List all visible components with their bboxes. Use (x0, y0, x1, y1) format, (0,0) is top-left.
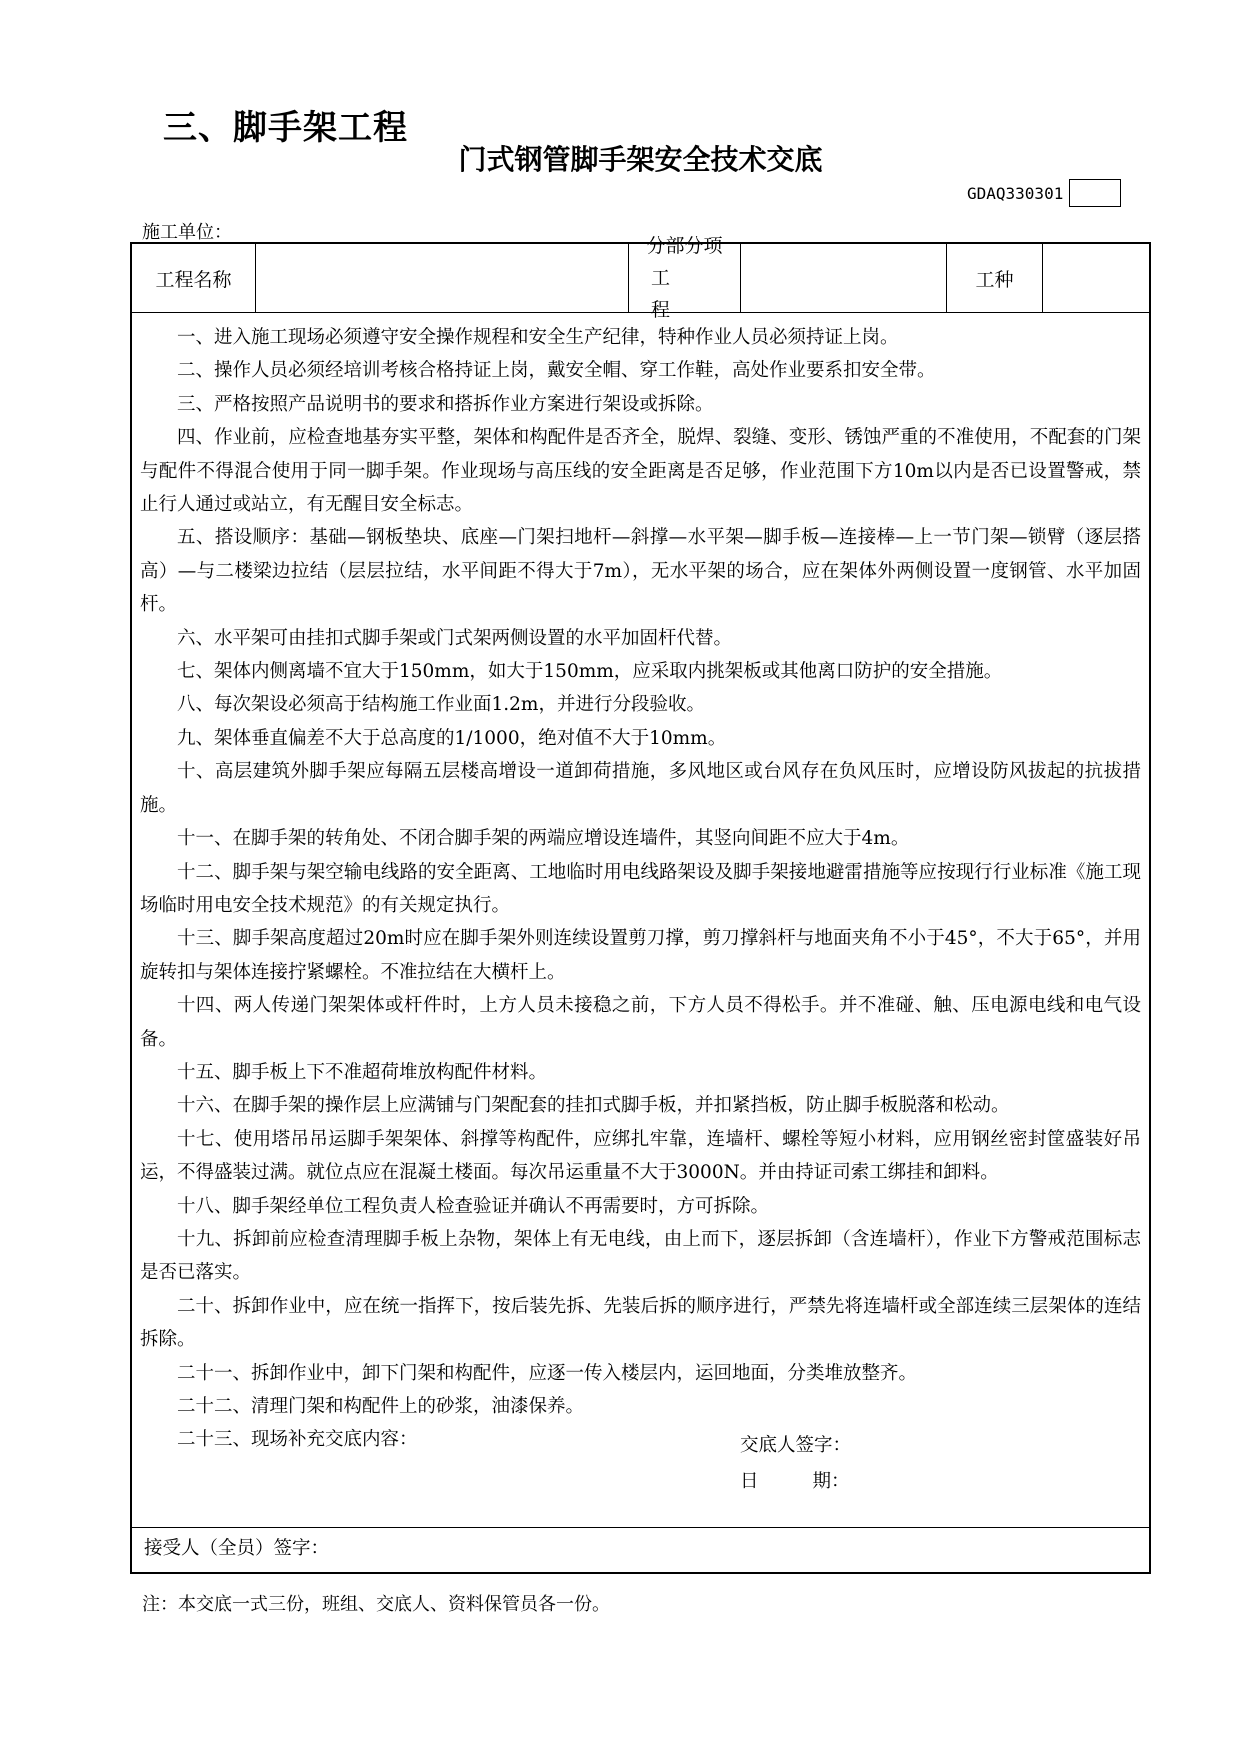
table-header-row (132, 235, 1149, 321)
discloser-signature-label: 交底人签字： (740, 1435, 852, 1456)
disclosure-item: 二十二、清理门架和构配件上的砂浆，油漆保养。 (177, 1396, 585, 1417)
work-type-label: 工种 (947, 244, 1043, 312)
disclosure-item: 十二、脚手架与架空输电线路的安全距离、工地临时用电线路架设及脚手架接地避雷措施等应按现行行业标准《施工现场临时用电安全技术规范》的有关规定执行。 (140, 861, 1141, 916)
disclosure-item: 四、作业前，应检查地基夯实平整，架体和构配件是否齐全，脱焊、裂缝、变形、锈蚀严重的不准使用，不配套的门架与配件不得混合使用于同一脚手架。作业现场与高压线的安全距离是否足够，作业范围下方10m以内是否已设置警戒，禁止行人通过或站立，有无醒目安全标志。 (140, 427, 1141, 516)
document-title: 门式钢管脚手架安全技术交底 (458, 143, 823, 176)
document-code-text: GDAQ330301 (967, 183, 1064, 203)
sub-project-label-line2: 工程 (651, 267, 701, 321)
disclosure-item: 二十、拆卸作业中，应在统一指挥下，按后装先拆、先装后拆的顺序进行，严禁先将连墙杆或全部连续三层架体的连结拆除。 (140, 1295, 1141, 1351)
disclosure-item: 十五、脚手板上下不准超荷堆放构配件材料。 (177, 1061, 548, 1083)
project-name-label: 工程名称 (132, 244, 256, 312)
disclosure-item: 八、每次架设必须高于结构施工作业面1.2m，并进行分段验收。 (177, 694, 705, 716)
disclosure-item: 二十一、拆卸作业中，卸下门架和构配件，应逐一传入楼层内，运回地面，分类堆放整齐。 (177, 1362, 918, 1384)
date-label-part2: 期： (812, 1471, 850, 1492)
disclosure-item: 十、高层建筑外脚手架应每隔五层楼高增设一道卸荷措施，多风地区或台风存在负风压时，应增设防风拔起的抗拔措施。 (140, 761, 1141, 816)
disclosure-item: 十六、在脚手架的操作层上应满铺与门架配套的挂扣式脚手板，并扣紧挡板，防止脚手板脱落和松动。 (177, 1095, 1010, 1117)
disclosure-item: 十九、拆卸前应检查清理脚手板上杂物，架体上有无电线，由上而下，逐层拆卸（含连墙杆），作业下方警戒范围标志是否已落实。 (140, 1228, 1141, 1284)
disclosure-table (130, 235, 1151, 1574)
section-title: 三、脚手架工程 (163, 108, 408, 148)
disclosure-item: 十四、两人传递门架架体或杆件时，上方人员未接稳之前，下方人员不得松手。并不准碰、触、压电源电线和电气设备。 (140, 995, 1141, 1050)
disclosure-item: 十八、脚手架经单位工程负责人检查验证并确认不再需要时，方可拆除。 (177, 1195, 770, 1217)
receiver-signature-label: 接受人（全员）签字： (144, 1538, 330, 1559)
document-number-box[interactable] (1069, 179, 1121, 207)
disclosure-item: 二、操作人员必须经培训考核合格持证上岗，戴安全帽、穿工作鞋，高处作业要系扣安全带。 (177, 360, 936, 382)
project-name-value[interactable] (256, 244, 629, 312)
disclosure-items (140, 321, 1141, 1457)
disclosure-item: 十七、使用塔吊吊运脚手架架体、斜撑等构配件，应绑扎牢靠，连墙杆、螺栓等短小材料，应用钢丝密封筐盛装好吊运，不得盛装过满。就位点应在混凝土楼面。每次吊运重量不大于3000N。并由持证司索工绑挂和卸料。 (140, 1128, 1141, 1184)
sub-project-value[interactable] (741, 244, 947, 312)
disclosure-item: 十一、在脚手架的转角处、不闭合脚手架的两端应增设连墙件，其竖向间距不应大于4m。 (177, 828, 910, 850)
signature-date-label (740, 1464, 851, 1500)
disclosure-item: 九、架体垂直偏差不大于总高度的1/1000，绝对值不大于10mm。 (177, 727, 727, 749)
work-type-value[interactable] (1043, 244, 1148, 312)
disclosure-item: 六、水平架可由挂扣式脚手架或门式架两侧设置的水平加固杆代替。 (177, 627, 733, 649)
document-code (967, 178, 1121, 208)
construction-unit-label: 施工单位： (142, 222, 232, 243)
disclosure-item: 三、严格按照产品说明书的要求和搭拆作业方案进行架设或拆除。 (177, 393, 714, 415)
disclosure-item: 二十三、现场补充交底内容： (177, 1429, 418, 1451)
disclosure-content (132, 313, 1149, 1528)
sub-project-label (629, 235, 741, 321)
sub-project-label-line1: 分部分项 (646, 235, 723, 257)
disclosure-item: 七、架体内侧离墙不宜大于150mm，如大于150mm，应采取内挑架板或其他离口防护的安全措施。 (177, 661, 1003, 683)
disclosure-item: 五、搭设顺序：基础—钢板垫块、底座—门架扫地杆—斜撑—水平架—脚手板—连接棒—上一节门架—锁臂（逐层搭高）—与二楼梁边拉结（层层拉结，水平间距不得大于7m），无水平架的场合，应在架体外两侧设置一度钢管、水平加固杆。 (140, 527, 1141, 616)
date-label-part1: 日 (740, 1471, 759, 1492)
discloser-signature-block (740, 1428, 851, 1500)
disclosure-item: 一、进入施工现场必须遵守安全操作规程和安全生产纪律，特种作业人员必须持证上岗。 (177, 327, 899, 348)
disclosure-item: 十三、脚手架高度超过20m时应在脚手架外则连续设置剪刀撑，剪刀撑斜杆与地面夹角不小于45°，不大于65°，并用旋转扣与架体连接拧紧螺栓。不准拉结在大横杆上。 (140, 928, 1141, 983)
footnote: 注：本交底一式三份，班组、交底人、资料保管员各一份。 (142, 1594, 610, 1615)
